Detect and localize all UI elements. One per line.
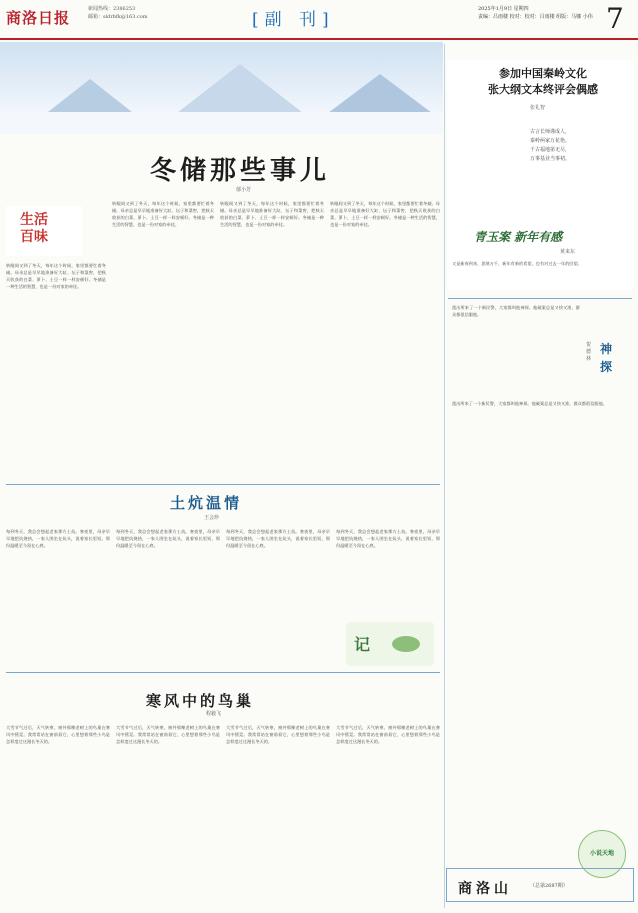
divider <box>448 298 632 299</box>
story-text-wide: 派出所来了一个新民警，大家都叫他神探。他破案总是又快又准，群众都很信服他。 <box>452 401 607 406</box>
poem2-text: 又是新春到来，思绪万千，新年有新的希望，也有对过去一年的回望。 <box>452 261 582 266</box>
article3-author: 程毅飞 <box>206 711 222 717</box>
article1-column-4: 转眼间又到了冬天，每年这个时候，家里都要忙着冬储。母亲总是早早地准备好大缸、坛子和菜窖，把秋天收获的白菜、萝卜、土豆一样一样安顿好。冬储是一种生活的智慧，也是一份对家的牵挂。 <box>330 201 440 227</box>
article2-author: 王会珍 <box>204 515 220 521</box>
column-issue: （总第2687期） <box>530 883 568 889</box>
masthead-divider <box>0 38 638 40</box>
date-info: 2025年1月9日 星期四 责编：吕雨楼 校对：校对：吕雨楼 组版：马娜 小伟 <box>478 6 593 20</box>
story-author: 贺德林 <box>586 342 592 362</box>
hotline-info: 新闻热线：2386253 邮箱：sldrbfk@163.com <box>88 6 148 20</box>
poem1-lines: 古言长师谨成人， 秦岭两家万花艳。 千古福地第无尽， 万事基业当事初。 <box>530 129 571 162</box>
article1-title: 冬储那些事儿 <box>150 156 331 186</box>
article3-title: 寒风中的鸟巢 <box>146 692 255 710</box>
article1-column-1: 转眼间又到了冬天，每年这个时候，家里都要忙着冬储。母亲总是早早地准备好大缸、坛子和菜窖，把秋天收获的白菜、萝卜、土豆一样一样安顿好。冬储是一种生活的智慧，也是一份对家的牵挂。 <box>6 263 106 289</box>
article2-column-2: 每到冬天，我总会想起老家那方土炕。寒夜里，母亲早早地把炕烧热，一家人围坐在炕头，说着家长里短，那份温暖至今留在心底。 <box>116 529 220 548</box>
article2-column-1: 每到冬天，我总会想起老家那方土炕。寒夜里，母亲早早地把炕烧热，一家人围坐在炕头，说着家长里短，那份温暖至今留在心底。 <box>6 529 110 548</box>
story-title: 神探 <box>600 342 613 374</box>
poem1-title: 参加中国秦岭文化 张大纲文本终评会偶感 <box>488 67 598 96</box>
page-number: 7 <box>606 2 624 35</box>
divider <box>6 484 440 485</box>
svg-text:记: 记 <box>354 635 371 654</box>
article1-column-3: 转眼间又到了冬天，每年这个时候，家里都要忙着冬储。母亲总是早早地准备好大缸、坛子和菜窖，把秋天收获的白菜、萝卜、土豆一样一样安顿好。冬储是一种生活的智慧，也是一份对家的牵挂。 <box>220 201 324 227</box>
newspaper-logo: 商洛日报 <box>6 9 71 27</box>
article1-author: 郁小芳 <box>236 187 252 193</box>
article2-column-3: 每到冬天，我总会想起老家那方土炕。寒夜里，母亲早早地把炕烧热，一家人围坐在炕头，说着家长里短，那份温暖至今留在心底。 <box>226 529 330 548</box>
ji-xiang-chou-graphic <box>346 622 434 666</box>
poem2-title: 青玉案 新年有感 <box>474 230 563 244</box>
poem2-author: 黄来东 <box>560 249 576 255</box>
life-label: 生活百味 <box>20 212 48 245</box>
article3-column-1: 大雪节气过后，天气转寒，窗外那棵老树上的鸟巢在寒风中摇晃。我常常站在窗前看它，心里想着那些小鸟是怎样度过这漫长冬天的。 <box>6 725 110 744</box>
article2-column-4: 每到冬天，我总会想起老家那方土炕。寒夜里，母亲早早地把炕烧热，一家人围坐在炕头，说着家长里短，那份温暖至今留在心底。 <box>336 529 440 548</box>
column-name: 商洛山 <box>458 881 512 897</box>
article1-column-2: 转眼间又到了冬天，每年这个时候，家里都要忙着冬储。母亲总是早早地准备好大缸、坛子和菜窖，把秋天收获的白菜、萝卜、土豆一样一样安顿好。冬储是一种生活的智慧，也是一份对家的牵挂。 <box>112 201 214 227</box>
column-divider <box>444 44 445 908</box>
leaf-icon <box>346 622 434 666</box>
story-text-col: 派出所来了一个新民警，大家都叫他神探。他破案总是又快又准，群众都很信服他。 <box>452 305 580 317</box>
divider <box>6 672 440 673</box>
article2-title: 土炕温情 <box>170 494 243 512</box>
poem1-author: 张礼智 <box>530 105 546 111</box>
article3-column-3: 大雪节气过后，天气转寒，窗外那棵老树上的鸟巢在寒风中摇晃。我常常站在窗前看它，心里想着那些小鸟是怎样度过这漫长冬天的。 <box>226 725 330 744</box>
fiction-badge-label: 小说天地 <box>589 850 614 857</box>
winter-banner-illustration <box>0 42 443 134</box>
article3-column-4: 大雪节气过后，天气转寒，窗外那棵老树上的鸟巢在寒风中摇晃。我常常站在窗前看它，心里想着那些小鸟是怎样度过这漫长冬天的。 <box>336 725 440 744</box>
article3-column-2: 大雪节气过后，天气转寒，窗外那棵老树上的鸟巢在寒风中摇晃。我常常站在窗前看它，心里想着那些小鸟是怎样度过这漫长冬天的。 <box>116 725 220 744</box>
section-title: [副 刊] <box>252 10 335 30</box>
